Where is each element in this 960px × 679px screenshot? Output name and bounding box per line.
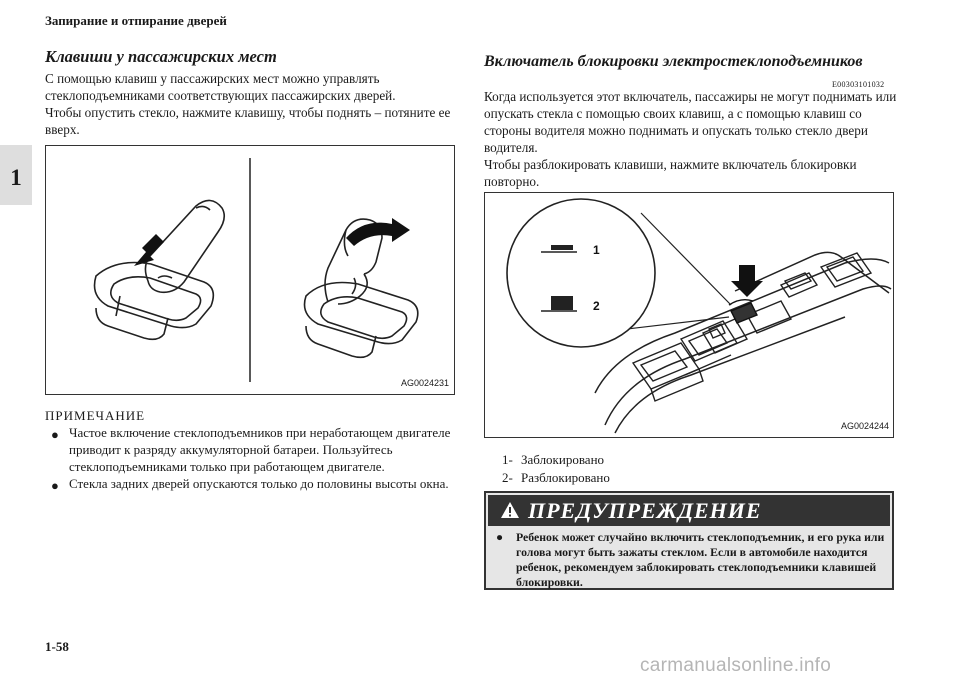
page-number: 1-58 bbox=[45, 639, 69, 654]
figure-legend bbox=[502, 451, 610, 487]
section-header: Запирание и отпирание дверей bbox=[45, 13, 227, 28]
chapter-number: 1 bbox=[10, 165, 22, 190]
lock-switch-title: Включатель блокировки электростеклоподъемников bbox=[484, 53, 863, 70]
paragraph: Чтобы опустить стекло, нажмите клавишу, чтобы поднять – потяните ее вверх. bbox=[45, 105, 451, 137]
warning-triangle-icon bbox=[500, 501, 520, 519]
passenger-switch-figure bbox=[45, 145, 455, 395]
bullet-icon: ● bbox=[51, 478, 59, 493]
bullet-icon: ● bbox=[51, 427, 59, 442]
legend-item: 1- Заблокировано bbox=[502, 452, 605, 467]
arrow-down-icon bbox=[731, 265, 763, 297]
section-code: E00303101032 bbox=[832, 80, 885, 89]
bullet-icon: ● bbox=[496, 530, 504, 544]
door-panel-illustration bbox=[485, 193, 893, 437]
arrow-down-icon bbox=[134, 234, 164, 266]
watermark: carmanualsonline.info bbox=[640, 655, 832, 676]
callout-1-label: 1 bbox=[593, 243, 600, 257]
legend-item: 2- Разблокировано bbox=[502, 470, 610, 485]
warning-title: ПРЕДУПРЕЖДЕНИЕ bbox=[528, 498, 762, 523]
note-item: ● Стекла задних дверей опускаются только до половины высоты окна. bbox=[51, 476, 449, 493]
lock-switch-figure bbox=[484, 192, 894, 438]
warning-header bbox=[488, 495, 890, 526]
warning-text: ● Ребенок может случайно включить стеклоподъемник, и его рука или голова могут быть зажаты стеклом. Если в автомобиле находится ребенок, рекомендуем заблокировать стеклоподъемники клавишей блокировки. bbox=[496, 530, 885, 589]
note-item: ● Частое включение стеклоподъемников при неработающем двигателе приводит к разряду аккумуляторной батареи. Пользуйтесь стеклоподъемниками только при работающем двигателе. bbox=[51, 425, 451, 474]
note-block bbox=[45, 407, 460, 492]
paragraph: Чтобы разблокировать клавиши, нажмите включатель блокировки повторно. bbox=[484, 157, 857, 189]
switch-illustration bbox=[46, 146, 454, 394]
callout-2-label: 2 bbox=[593, 299, 600, 313]
lock-switch-text bbox=[484, 88, 904, 190]
passenger-switches-text bbox=[45, 70, 460, 138]
arrow-up-icon bbox=[346, 218, 410, 246]
paragraph: С помощью клавиш у пассажирских мест можно управлять стеклоподъемниками соответствующих пассажирских дверей. bbox=[45, 71, 396, 103]
paragraph: Когда используется этот включатель, пассажиры не могут поднимать или опускать стекла с помощью своих клавиш, а с помощью клавиш со стороны водителя можно поднимать и опускать только стекло двери водителя. bbox=[484, 89, 897, 155]
figure-code: AG0024244 bbox=[840, 421, 889, 431]
warning-box bbox=[484, 491, 894, 590]
note-label: ПРИМЕЧАНИЕ bbox=[45, 408, 146, 423]
note-list bbox=[45, 424, 460, 492]
passenger-switches-title: Клавиши у пассажирских мест bbox=[45, 47, 277, 66]
figure-code: AG0024231 bbox=[400, 378, 449, 388]
